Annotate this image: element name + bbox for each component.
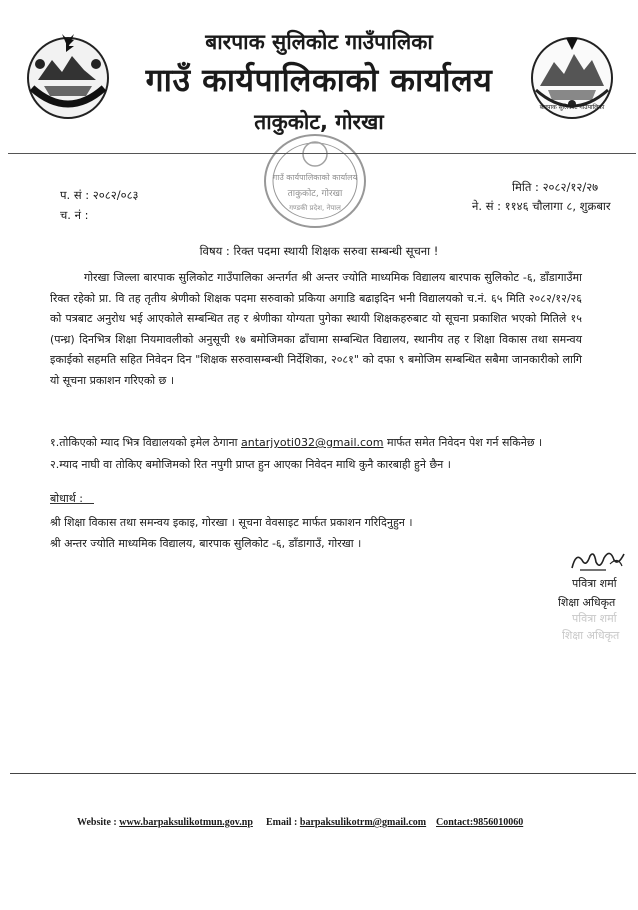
cc-heading-underline [50, 503, 94, 504]
dispatch-number: च. नं : [60, 208, 89, 222]
office-location: ताकुकोट, गोरखा [254, 110, 384, 134]
cc-heading: बोधार्थ : [50, 492, 83, 505]
nepal-sambat-date: ने. सं : ११४६ चौलागा ८, शुक्रबार [472, 199, 611, 213]
cc-recipient-2: श्री अन्तर ज्योति माध्यमिक विद्यालय, बारपाक सुलिकोट -६, डाँडागाउँ, गोरखा । [50, 537, 362, 550]
email-label: Email : [266, 817, 298, 828]
handwritten-signature [566, 546, 628, 576]
letter-number: प. सं : २०८२/०८३ [60, 188, 139, 202]
signatory-name: पवित्रा शर्मा [572, 577, 617, 590]
point-1-text-before: १.तोकिएको म्याद भित्र विद्यालयको इमेल ठेगाना [50, 436, 241, 449]
website-link[interactable]: www.barpaksulikotmun.gov.np [119, 817, 253, 828]
subject-line: विषय : रिक्त पदमा स्थायी शिक्षक सरुवा सम्बन्धी सूचना ! [199, 244, 439, 258]
website-label: Website : [77, 817, 117, 828]
footer-contact: Contact:9856010060 [436, 817, 524, 828]
footer-email [266, 817, 426, 828]
notice-body: गोरखा जिल्ला बारपाक सुलिकोट गाउँपालिका अन्तर्गत श्री अन्तर ज्योति माध्यमिक विद्यालय बारपाक सुलिकोट -६, डाँडागाउँमा रिक्त रहेको प्रा. वि तह तृतीय श्रेणीको शिक्षक पदमा सरुवाको प्रकिया अगाडि बढाइदिन भनी विद्यालयको च.नं. ६५ मिति २०८२/१२/२६ को पत्रबाट अनुरोध भई आएकोले सम्बन्धित तह र श्रेणीका योग्यता पुगेका स्थायी शिक्षकहरुबाट यो सूचना प्रकाशित भएको मितिले १५ (पन्ध्र) दिनभित्र शिक्षा नियमावलीको अनुसूची १७ बमोजिमका ढाँचामा सम्बन्धित विद्यालय, स्थानीय तह र शिक्षा विकास तथा समन्वय इकाईको सहमति सहित निवेदन दिन "शिक्षक सरुवासम्बन्धी निर्देशिका, २०८१" को दफा ९ बमोजिम सम्बन्धित सबैमा जानकारीको लागि यो सूचना प्रकाशन गरिएको छ । [50, 271, 582, 387]
letter-date: मिति : २०८२/१२/२७ [512, 180, 599, 194]
signatory-title: शिक्षा अधिकृत [558, 596, 616, 609]
stamp-line2: ताकुकोट, गोरखा [287, 189, 343, 199]
office-name: गाउँ कार्यपालिकाको कार्यालय [145, 61, 493, 99]
footer-divider [10, 773, 636, 774]
point-1 [50, 435, 542, 450]
seal-name-faded: पवित्रा शर्मा [572, 612, 617, 625]
school-email-link[interactable]: antarjyoti032@gmail.com [241, 436, 384, 449]
office-stamp [262, 132, 368, 230]
municipality-logo-caption: बारपाक सुलिकोट गाउँपालिका [539, 104, 605, 111]
stamp-line1: गाउँ कार्यपालिकाको कार्यालय [272, 173, 358, 182]
point-2: २.म्याद नाघी वा तोकिए बमोजिमको रित नपुगी प्राप्त हुन आएका निवेदन माथि कुनै कारबाही हुने छैन । [50, 458, 451, 471]
point-1-text-after: मार्फत समेत निवेदन पेश गर्न सकिनेछ । [383, 436, 543, 449]
cc-recipient-1: श्री शिक्षा विकास तथा समन्वय इकाइ, गोरखा । सूचना वेवसाइट मार्फत प्रकाशन गरिदिनुहुन । [50, 516, 413, 529]
seal-title-faded: शिक्षा अधिकृत [562, 629, 620, 642]
municipality-name: बारपाक सुलिकोट गाउँपालिका [205, 30, 433, 54]
footer-website [77, 817, 253, 828]
email-link[interactable]: barpaksulikotrm@gmail.com [299, 817, 427, 828]
stamp-line3: गण्डकी प्रदेश, नेपाल [289, 204, 341, 212]
